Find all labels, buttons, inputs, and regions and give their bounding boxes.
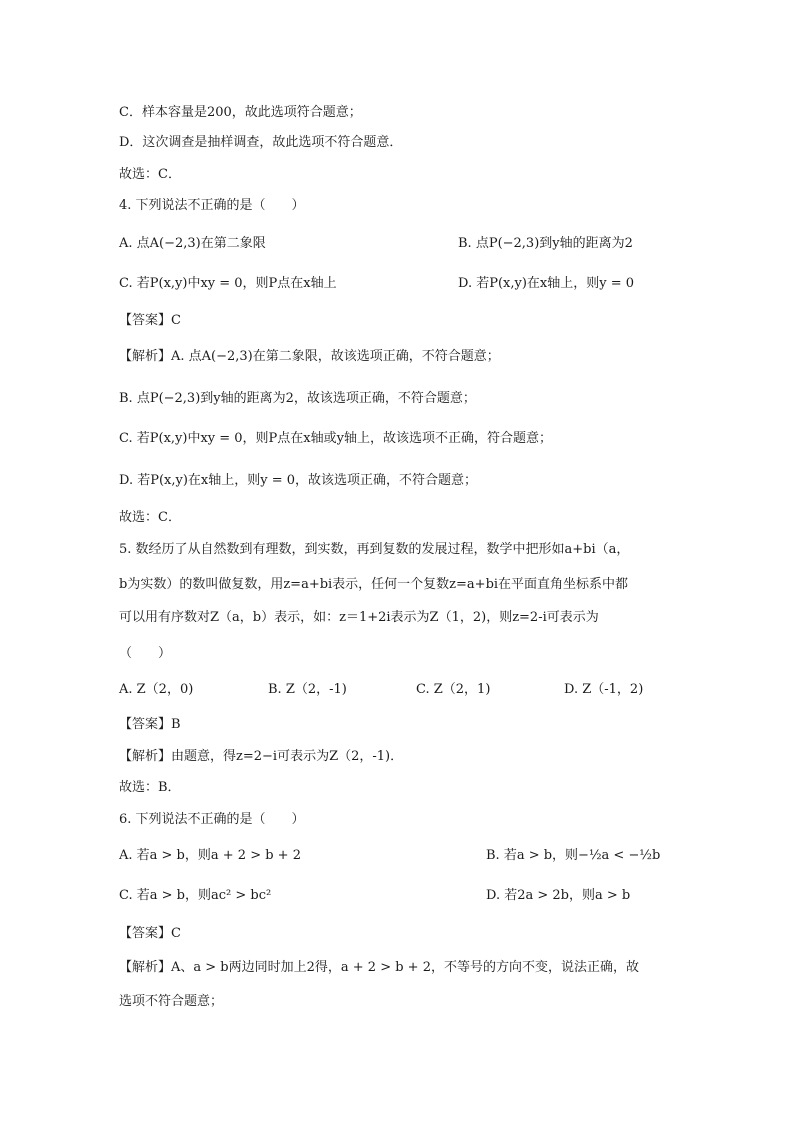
q5-option-d: D. Z（-1，2) — [564, 682, 644, 697]
question-4-stem: 4. 下列说法不正确的是（ ） — [119, 198, 305, 213]
q6-option-b: B. 若a > b，则−½a < −½b — [486, 848, 661, 863]
question-5-stem: （ ） — [119, 646, 172, 661]
answer-6: 【答案】C — [119, 926, 181, 941]
q6-option-d: D. 若2a > 2b，则a > b — [486, 888, 631, 903]
q4-option-a: A. 点A(−2,3)在第二象限 — [119, 236, 266, 251]
q5-option-b: B. Z（2，-1) — [268, 682, 347, 697]
analysis-4-b: B. 点P(−2,3)到y轴的距离为2，故该选项正确，不符合题意； — [119, 391, 476, 406]
answer-5: 【答案】B — [119, 717, 181, 732]
q5-option-a: A. Z（2，0) — [119, 682, 194, 697]
text-line: 故选：B． — [119, 780, 181, 795]
question-5-stem: 可以用有序数对Z（a，b）表示，如：z＝1+2i表示为Z（1，2)，则z=2-i可表示为 — [119, 610, 599, 625]
question-5-stem: b为实数）的数叫做复数，用z=a+bi表示，任何一个复数z=a+bi在平面直角坐标系中都 — [119, 577, 629, 592]
q4-option-c: C. 若P(x,y)中xy = 0，则P点在x轴上 — [119, 276, 337, 291]
q6-option-c: C. 若a > b，则ac² > bc² — [119, 888, 272, 903]
q4-option-b: B. 点P(−2,3)到y轴的距离为2 — [458, 236, 633, 251]
analysis-5: 【解析】由题意，得z=2−i可表示为Z（2，-1)． — [119, 749, 404, 764]
q6-option-a: A. 若a > b，则a + 2 > b + 2 — [119, 848, 301, 863]
answer-4: 【答案】C — [119, 313, 181, 328]
q4-option-d: D. 若P(x,y)在x轴上，则y = 0 — [458, 276, 635, 291]
text-line: C．样本容量是200，故此选项符合题意； — [119, 105, 362, 120]
analysis-4-a: 【解析】A. 点A(−2,3)在第二象限，故该选项正确，不符合题意； — [119, 349, 500, 364]
q5-option-c: C. Z（2，1) — [416, 682, 491, 697]
text-line: 故选：C． — [119, 510, 181, 525]
analysis-4-d: D. 若P(x,y)在x轴上，则y = 0，故该选项正确，不符合题意； — [119, 473, 478, 488]
text-line: D．这次调查是抽样调查，故此选项不符合题意． — [119, 135, 403, 150]
question-6-stem: 6. 下列说法不正确的是（ ） — [119, 812, 305, 827]
analysis-4-c: C. 若P(x,y)中xy = 0，则P点在x轴或y轴上，故该选项不正确，符合题意； — [119, 431, 552, 446]
question-5-stem: 5. 数经历了从自然数到有理数，到实数，再到复数的发展过程，数学中把形如a+bi（a， — [119, 542, 630, 557]
text-line: 故选：C． — [119, 167, 181, 182]
analysis-6-a: 选项不符合题意； — [119, 994, 224, 1009]
analysis-6-a: 【解析】A、a > b两边同时加上2得，a + 2 > b + 2，不等号的方向不变，说法正确，故 — [119, 960, 639, 975]
